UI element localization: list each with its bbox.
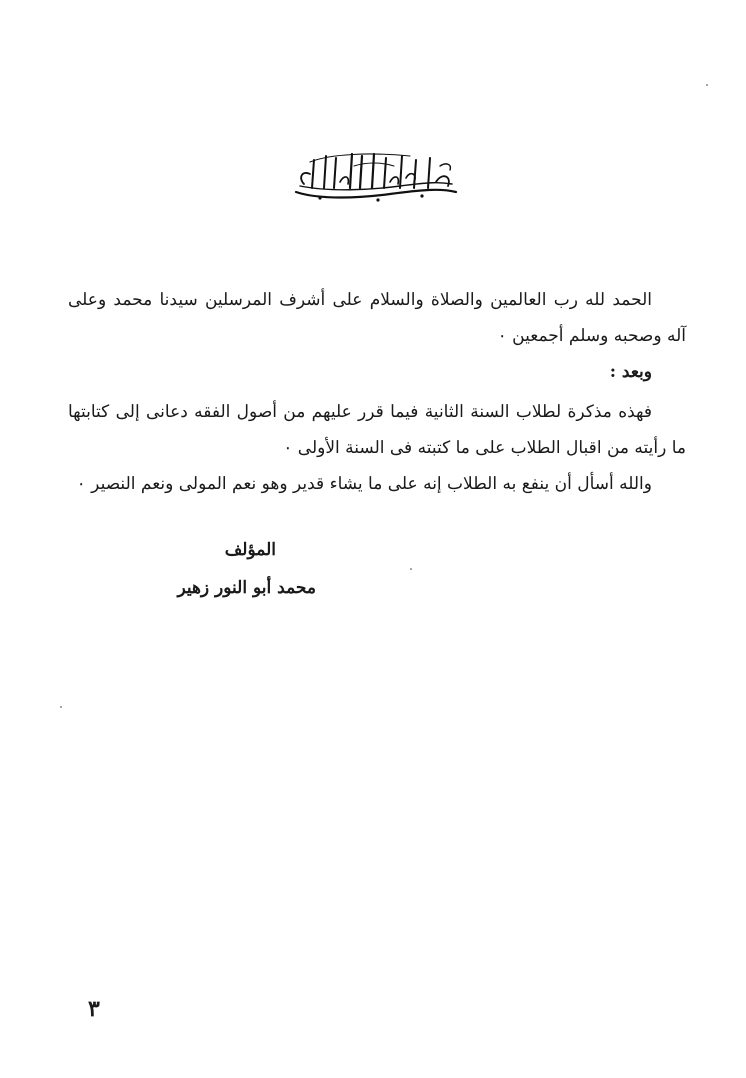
paragraph-praise: الحمد لله رب العالمين والصلاة والسلام على أشرف المرسلين سيدنا محمد وعلى آله وصحبه وسلم أجمعين ٠ bbox=[68, 290, 686, 346]
transition-heading bbox=[68, 354, 686, 390]
page-number: ٣ bbox=[88, 996, 100, 1022]
author-label: المؤلف bbox=[224, 540, 276, 560]
scan-speck bbox=[410, 568, 412, 570]
wabad-label: وبعد : bbox=[609, 362, 652, 382]
basmala-calligraphy bbox=[290, 148, 460, 206]
author-name: محمد أبو النور زهير bbox=[177, 578, 316, 598]
prayer-paragraph bbox=[68, 466, 686, 502]
scan-speck bbox=[706, 84, 708, 86]
purpose-paragraph bbox=[68, 394, 686, 466]
scan-speck bbox=[60, 706, 62, 708]
paragraph-prayer: والله أسأل أن ينفع به الطلاب إنه على ما يشاء قدير وهو نعم المولى ونعم النصير ٠ bbox=[76, 474, 652, 494]
intro-paragraph bbox=[68, 282, 686, 354]
paragraph-purpose: فهذه مذكرة لطلاب السنة الثانية فيما قرر عليهم من أصول الفقه دعانى إلى كتابتها ما رأيته من اقبال الطلاب على ما كتبته فى السنة الأولى ٠ bbox=[68, 402, 686, 458]
